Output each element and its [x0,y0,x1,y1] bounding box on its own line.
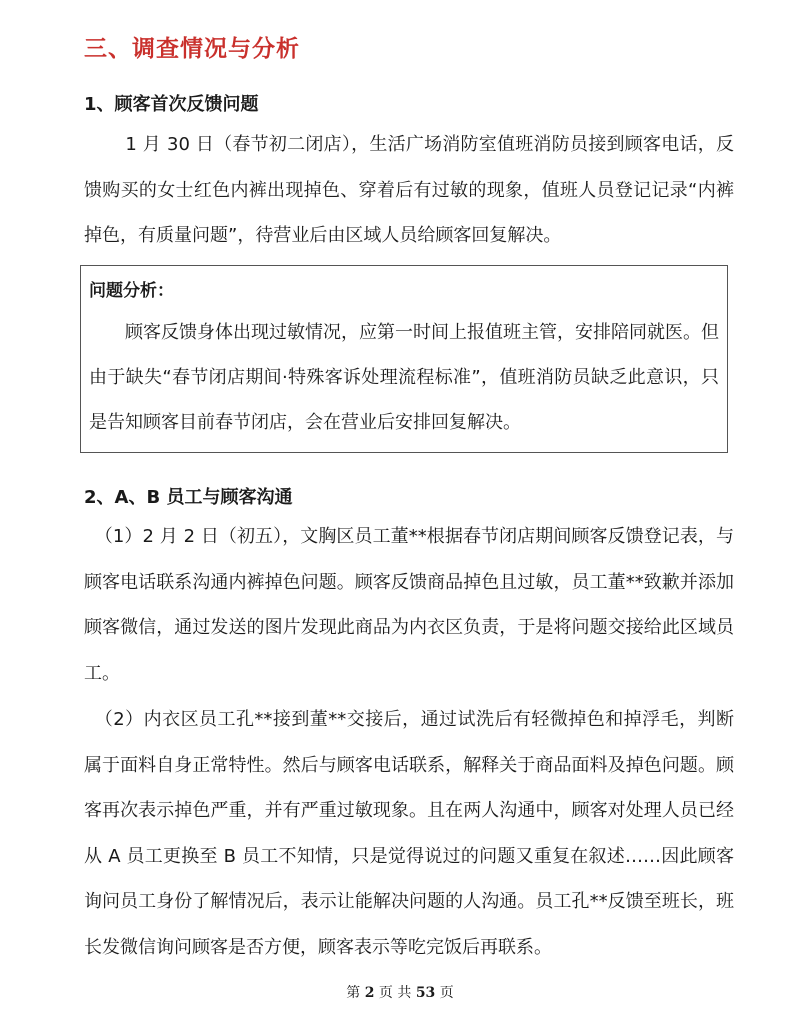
part1-paragraph: 1 月 30 日（春节初二闭店），生活广场消防室值班消防员接到顾客电话，反馈购买的女士红色内裤出现掉色、穿着后有过敏的现象，值班人员登记记录“内裤掉色，有质量问题”，待营业后由区域人员给顾客回复解决。 [84,134,734,246]
footer-suffix: 页 [439,985,454,1001]
analysis-box-title: 问题分析： [89,281,174,301]
analysis-box [80,265,728,453]
section-title: 三、调查情况与分析 [84,36,300,62]
footer-middle: 页 共 [378,985,412,1001]
part1-heading: 1、顾客首次反馈问题 [84,94,259,115]
part1-paragraph-block [84,122,734,259]
part2-item1: （1）2 月 2 日（初五），文胸区员工董**根据春节闭店期间顾客反馈登记表，与顾客电话联系沟通内裤掉色问题。顾客反馈商品掉色且过敏，员工董**致歉并添加顾客微信，通过发送的图片发现此商品为内衣区负责，于是将问题交接给此区域员工。 [84,526,734,684]
footer-total-pages: 53 [415,985,436,1001]
part2-item1-block [84,514,734,696]
page-footer [0,982,800,1002]
footer-current-page: 2 [364,985,375,1001]
analysis-box-text: 顾客反馈身体出现过敏情况，应第一时间上报值班主管，安排陪同就医。但由于缺失“春节闭店期间·特殊客诉处理流程标准”，值班消防员缺乏此意识，只是告知顾客目前春节闭店，会在营业后安排回复解决。 [89,322,719,433]
part2-heading: 2、A、B 员工与顾客沟通 [84,487,293,508]
footer-prefix: 第 [346,985,361,1001]
part2-item2: （2）内衣区员工孔**接到董**交接后，通过试洗后有轻微掉色和掉浮毛，判断属于面料自身正常特性。然后与顾客电话联系，解释关于商品面料及掉色问题。顾客再次表示掉色严重，并有严重过敏现象。且在两人沟通中，顾客对处理人员已经从 A 员工更换至 B 员工不知情，只是觉得说过的问题又重复在叙述……因此顾客询问员工身份了解情况后，表示让能解决问题的人沟通。员工孔**反馈至班长，班长发微信询问顾客是否方便，顾客表示等吃完饭后再联系。 [84,709,734,958]
part2-item2-block [84,697,734,970]
